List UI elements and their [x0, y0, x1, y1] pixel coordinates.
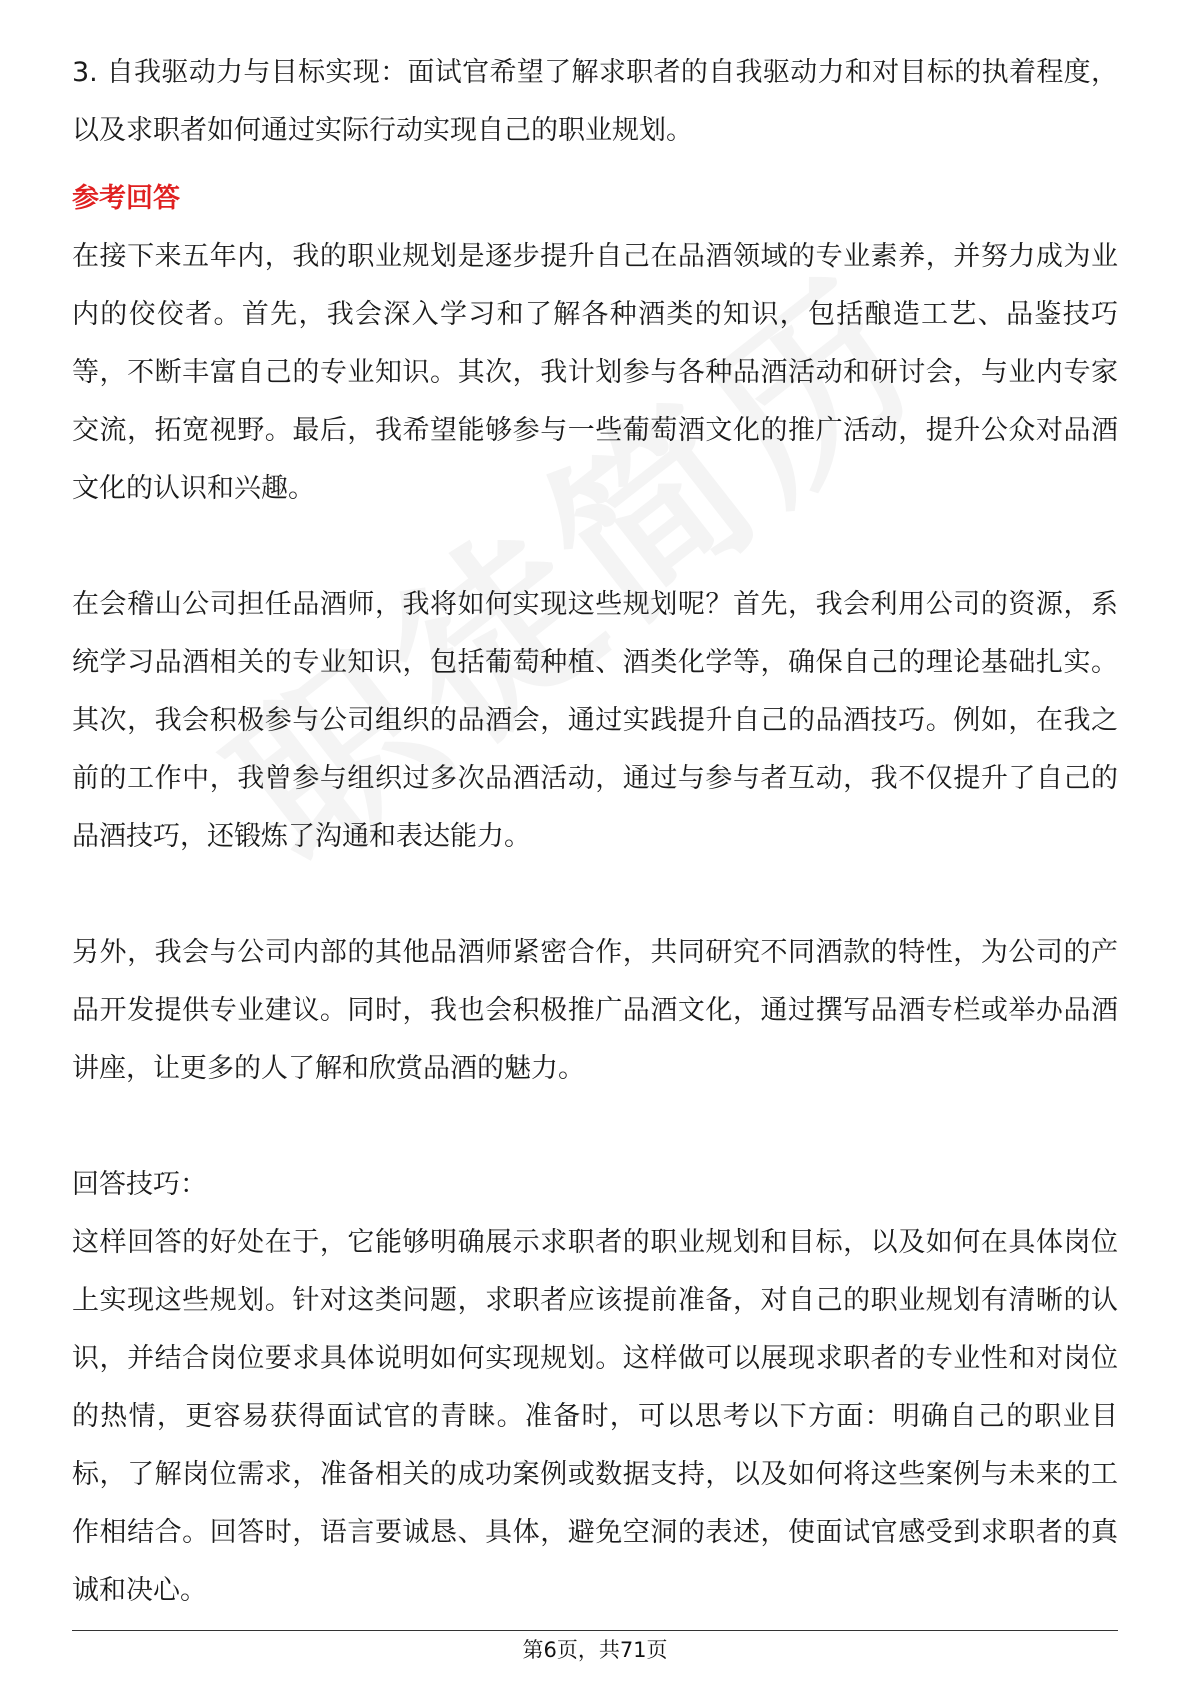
- answer-paragraph-3: 另外，我会与公司内部的其他品酒师紧密合作，共同研究不同酒款的特性，为公司的产品开发提供专业建议。同时，我也会积极推广品酒文化，通过撰写品酒专栏或举办品酒讲座，让更多的人了解和欣赏品酒的魅力。: [72, 937, 1118, 1084]
- intro-point-3: 3. 自我驱动力与目标实现：面试官希望了解求职者的自我驱动力和对目标的执着程度，以及求职者如何通过实际行动实现自己的职业规划。: [72, 57, 1118, 146]
- tips-body: 这样回答的好处在于，它能够明确展示求职者的职业规划和目标，以及如何在具体岗位上实现这些规划。针对这类问题，求职者应该提前准备，对自己的职业规划有清晰的认识，并结合岗位要求具体说明如何实现规划。这样做可以展现求职者的专业性和对岗位的热情，更容易获得面试官的青睐。准备时，可以思考以下方面：明确自己的职业目标，了解岗位需求，准备相关的成功案例或数据支持，以及如何将这些案例与未来的工作相结合。回答时，语言要诚恳、具体，避免空洞的表述，使面试官感受到求职者的真诚和决心。: [72, 1227, 1118, 1606]
- page-number: 第6页，共71页: [522, 1638, 668, 1662]
- footer-divider: [72, 1630, 1118, 1631]
- reference-answer-heading: 参考回答: [72, 183, 180, 214]
- answer-paragraph-2: 在会稽山公司担任品酒师，我将如何实现这些规划呢？首先，我会利用公司的资源，系统学习品酒相关的专业知识，包括葡萄种植、酒类化学等，确保自己的理论基础扎实。其次，我会积极参与公司组织的品酒会，通过实践提升自己的品酒技巧。例如，在我之前的工作中，我曾参与组织过多次品酒活动，通过与参与者互动，我不仅提升了自己的品酒技巧，还锻炼了沟通和表达能力。: [72, 589, 1118, 852]
- page-content: [72, 44, 1118, 1620]
- tips-heading: 回答技巧：: [72, 1169, 207, 1200]
- paragraph-gap: [72, 866, 1118, 924]
- paragraph-gap: [72, 518, 1118, 576]
- answer-paragraph-1: 在接下来五年内，我的职业规划是逐步提升自己在品酒领域的专业素养，并努力成为业内的佼佼者。首先，我会深入学习和了解各种酒类的知识，包括酿造工艺、品鉴技巧等，不断丰富自己的专业知识。其次，我计划参与各种品酒活动和研讨会，与业内专家交流，拓宽视野。最后，我希望能够参与一些葡萄酒文化的推广活动，提升公众对品酒文化的认识和兴趣。: [72, 241, 1118, 504]
- paragraph-gap: [72, 1098, 1118, 1156]
